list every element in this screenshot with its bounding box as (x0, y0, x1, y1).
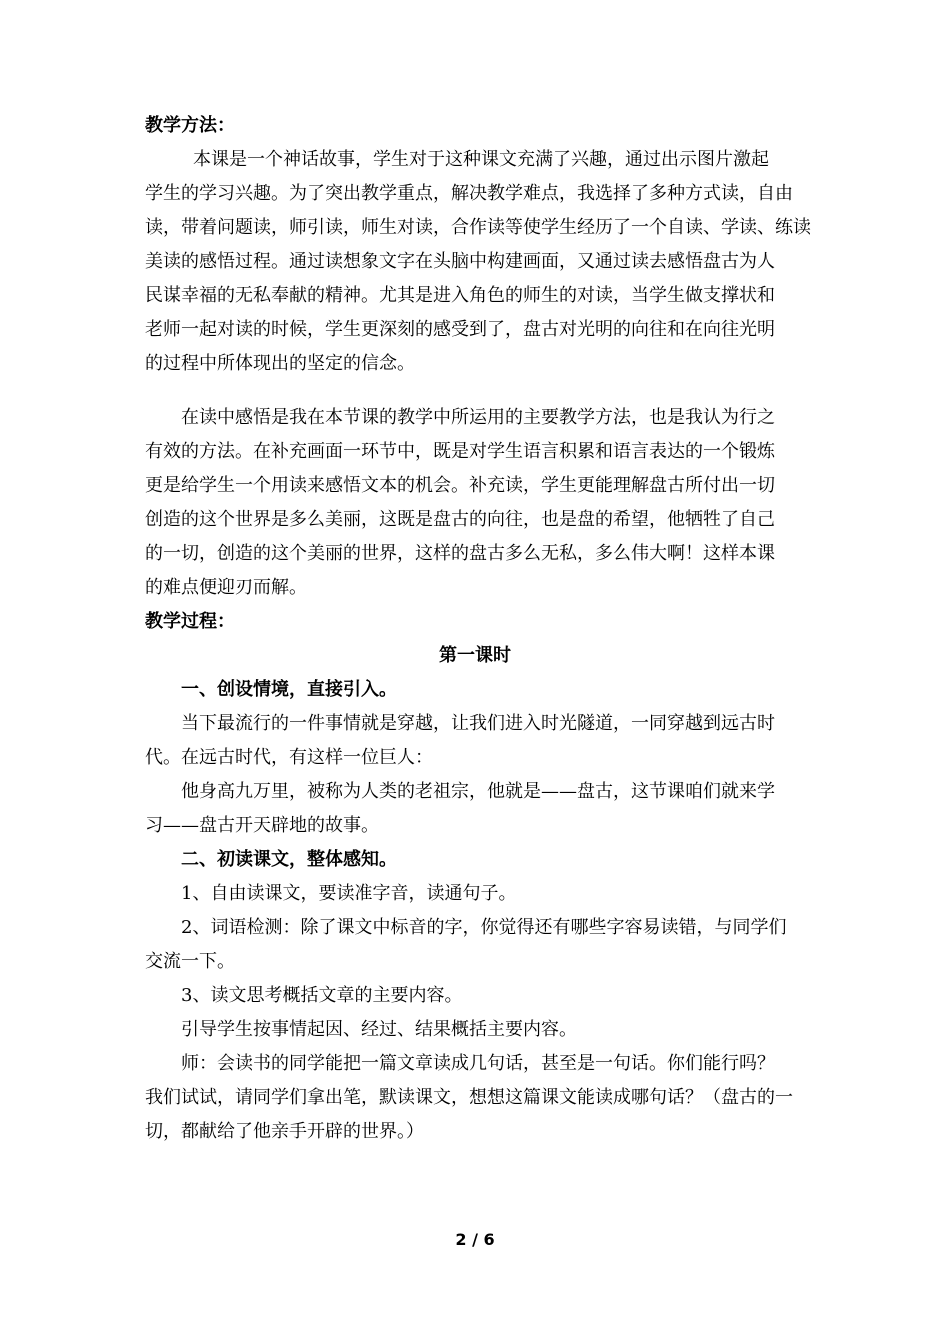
section-heading: 第一课时 (439, 645, 511, 666)
page-number: 2 / 6 (455, 1230, 495, 1249)
paragraph-line: 1、自由读课文，要读准字音，读通句子。 (181, 883, 517, 904)
section-heading: 教学过程： (145, 611, 235, 632)
paragraph-line: 老师一起对读的时候，学生更深刻的感受到了，盘古对光明的向往和在向往光明 (145, 319, 775, 340)
paragraph-line: 3、读文思考概括文章的主要内容。 (181, 985, 463, 1006)
section-heading: 二、初读课文，整体感知。 (181, 849, 397, 870)
paragraph-line: 2、词语检测：除了课文中标音的字，你觉得还有哪些字容易读错，与同学们 (181, 917, 787, 938)
paragraph-line: 代。在远古时代，有这样一位巨人： (145, 747, 433, 768)
paragraph-line: 有效的方法。在补充画面一环节中，既是对学生语言积累和语言表达的一个锻炼 (145, 441, 775, 462)
section-heading: 教学方法： (145, 115, 235, 136)
paragraph-line: 师：会读书的同学能把一篇文章读成几句话，甚至是一句话。你们能行吗？ (181, 1053, 775, 1074)
paragraph-line: 的一切，创造的这个美丽的世界，这样的盘古多么无私，多么伟大啊！这样本课 (145, 543, 775, 564)
paragraph-line: 当下最流行的一件事情就是穿越，让我们进入时光隧道，一同穿越到远古时 (181, 713, 775, 734)
paragraph-line: 民谋幸福的无私奉献的精神。尤其是进入角色的师生的对读，当学生做支撑状和 (145, 285, 775, 306)
paragraph-line: 读，带着问题读，师引读，师生对读，合作读等使学生经历了一个自读、学读、练读 (145, 217, 811, 238)
paragraph-line: 更是给学生一个用读来感悟文本的机会。补充读，学生更能理解盘古所付出一切 (145, 475, 775, 496)
paragraph-line: 的难点便迎刃而解。 (145, 577, 307, 598)
paragraph-line: 切，都献给了他亲手开辟的世界。） (145, 1121, 424, 1142)
paragraph-line: 本课是一个神话故事，学生对于这种课文充满了兴趣，通过出示图片激起 (193, 149, 769, 170)
paragraph-line: 美读的感悟过程。通过读想象文字在头脑中构建画面，又通过读去感悟盘古为人 (145, 251, 775, 272)
paragraph-line: 学生的学习兴趣。为了突出教学重点，解决教学难点，我选择了多种方式读，自由 (145, 183, 793, 204)
paragraph-line: 习——盘古开天辟地的故事。 (145, 815, 379, 836)
paragraph-line: 交流一下。 (145, 951, 235, 972)
paragraph-line: 我们试试，请同学们拿出笔，默读课文，想想这篇课文能读成哪句话？（盘古的一 (145, 1087, 793, 1108)
paragraph-line: 创造的这个世界是多么美丽，这既是盘古的向往，也是盘的希望，他牺牲了自己 (145, 509, 775, 530)
paragraph-line: 的过程中所体现出的坚定的信念。 (145, 353, 415, 374)
paragraph-line: 在读中感悟是我在本节课的教学中所运用的主要教学方法，也是我认为行之 (181, 407, 775, 428)
paragraph-line: 他身高九万里，被称为人类的老祖宗，他就是——盘古，这节课咱们就来学 (181, 781, 775, 802)
paragraph-line: 引导学生按事情起因、经过、结果概括主要内容。 (181, 1019, 577, 1040)
section-heading: 一、创设情境，直接引入。 (181, 679, 397, 700)
